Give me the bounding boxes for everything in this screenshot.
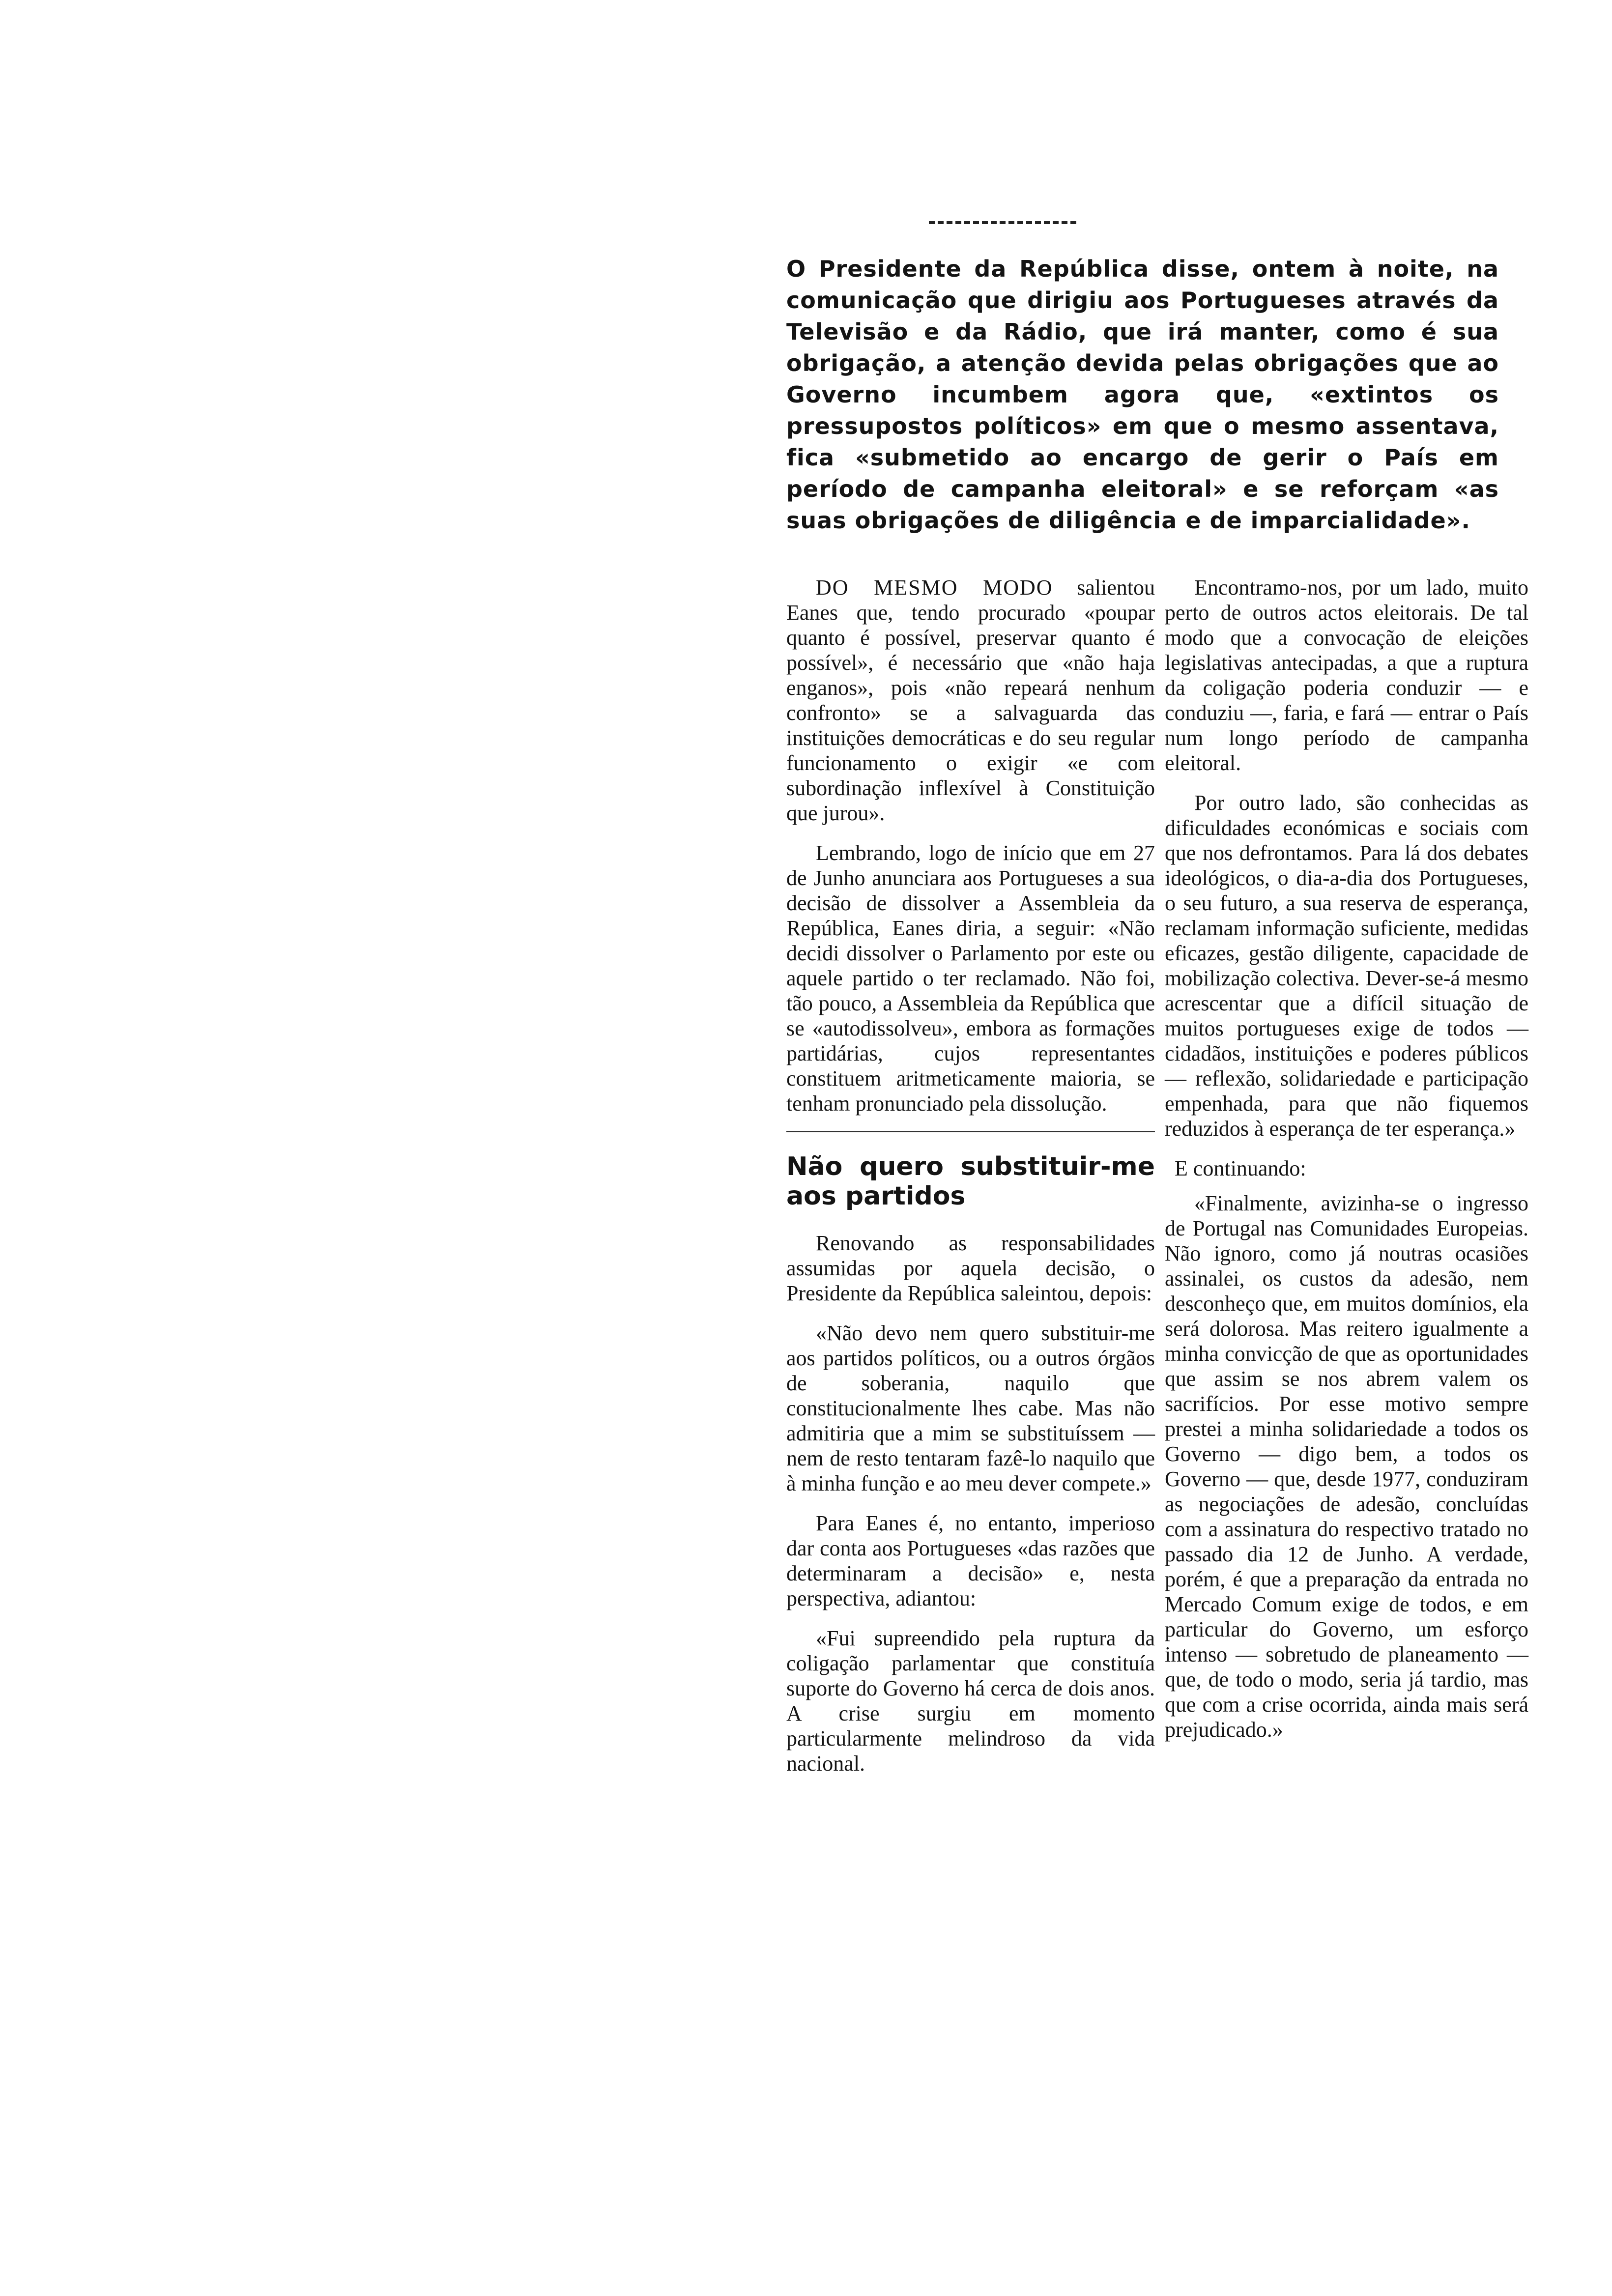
subheading: Não quero substituir-me aos partidos	[786, 1152, 1155, 1211]
paragraph	[786, 575, 1155, 826]
paragraph: «Fui supreendido pela ruptura da coligação parlamentar que constituía suporte do Governo há cerca de dois anos. A crise surgiu em momento particularmente melindroso da vida nacional.	[786, 1626, 1155, 1776]
lead-in-caps: DO MESMO MODO	[816, 575, 1053, 600]
paragraph: «Finalmente, avizinha-se o ingresso de Portugal nas Comunidades Europeias. Não ignoro, como já noutras ocasiões assinalei, os custos da adesão, nem desconheço que, em muitos domínios, ela será dolorosa. Mas reitero igualmente a minha convicção de que as oportunidades que assim se nos abrem valem os sacrifícios. Por esse motivo sempre prestei a minha solidariedade a todos os Governo — digo bem, a todos os Governo — que, desde 1977, conduziram as negociações de adesão, concluídas com a assinatura do respectivo tratado no passado dia 12 de Junho. A verdade, porém, é que a preparação da entrada no Mercado Comum exige de todos, e em particular do Governo, um esforço intenso — sobretudo de planeamento — que, de todo o modo, seria já tardio, mas que com a crise ocorrida, ainda mais será prejudicado.»	[1165, 1191, 1528, 1742]
paragraph: Por outro lado, são conhecidas as dificuldades económicas e sociais com que nos defrontamos. Para lá dos debates ideológicos, o dia-a-dia dos Portugueses, o seu futuro, a sua reserva de esperança, reclamam informação suficiente, medidas eficazes, gestão diligente, capacidade de mobilização colectiva. Dever-se-á mesmo acrescentar que a difícil situação de muitos portugueses exige de todos — cidadãos, instituições e poderes públicos — reflexão, solidariedade e participação empenhada, para que não fiquemos reduzidos à esperança de ter esperança.»	[1165, 791, 1528, 1141]
continuation-label: E continuando:	[1175, 1156, 1306, 1180]
divider-rule	[786, 1131, 1155, 1132]
paragraph: Renovando as responsabilidades assumidas por aquela decisão, o Presidente da República saleintou, depois:	[786, 1231, 1155, 1305]
paragraph: Lembrando, logo de início que em 27 de Junho anunciara aos Portugueses a sua decisão de dissolver a Assembleia da República, Eanes diria, a seguir: «Não decidi dissolver o Parlamento por este ou aquele partido o ter reclamado. Não foi, tão pouco, a Assembleia da República que se «autodissolveu», embora as formações partidárias, cujos representantes constituem aritmeticamente maioria, se tenham pronunciado pela dissolução.	[786, 841, 1155, 1116]
paragraph: Encontramo-nos, por um lado, muito perto de outros actos eleitorais. De tal modo que a convocação de eleições legislativas antecipadas, a que a ruptura da coligação poderia conduzir — e conduziu —, faria, e fará — entrar o País num longo período de campanha eleitoral.	[1165, 575, 1528, 775]
column-right	[1165, 575, 1528, 1757]
paragraph: «Não devo nem quero substituir-me aos partidos políticos, ou a outros órgãos de soberania, naquilo que constitucionalmente lhes cabe. Mas não admitiria que a mim se substituíssem — nem de resto tentaram fazê-lo naquilo que à minha função e ao meu dever compete.»	[786, 1321, 1155, 1495]
paragraph: Para Eanes é, no entanto, imperioso dar conta aos Portugueses «das razões que determinaram a decisão» e, nesta perspectiva, adiantou:	[786, 1511, 1155, 1610]
article-lead: O Presidente da República disse, ontem à noite, na comunicação que dirigiu aos Portugueses através da Televisão e da Rádio, que irá manter, como é sua obrigação, a atenção devida pelas obrigações que ao Governo incumbem agora que, «extintos os pressupostos políticos» em que o mesmo assentava, fica «submetido ao encargo de gerir o País em período de campanha eleitoral» e se reforçam «as suas obrigações de diligência e de imparcialidade».	[786, 256, 1499, 534]
top-rule-mark	[929, 221, 1076, 230]
paragraph-text: salientou Eanes que, tendo procurado «poupar quanto é possível, preservar quanto é possível», é necessário que «não haja enganos», pois «não repeará nenhum confronto» se a salvaguarda das instituições democráticas e do seu regular funcionamento o exigir «e com subordinação inflexível à Constituição que jurou».	[786, 575, 1155, 825]
column-left	[786, 575, 1155, 1791]
